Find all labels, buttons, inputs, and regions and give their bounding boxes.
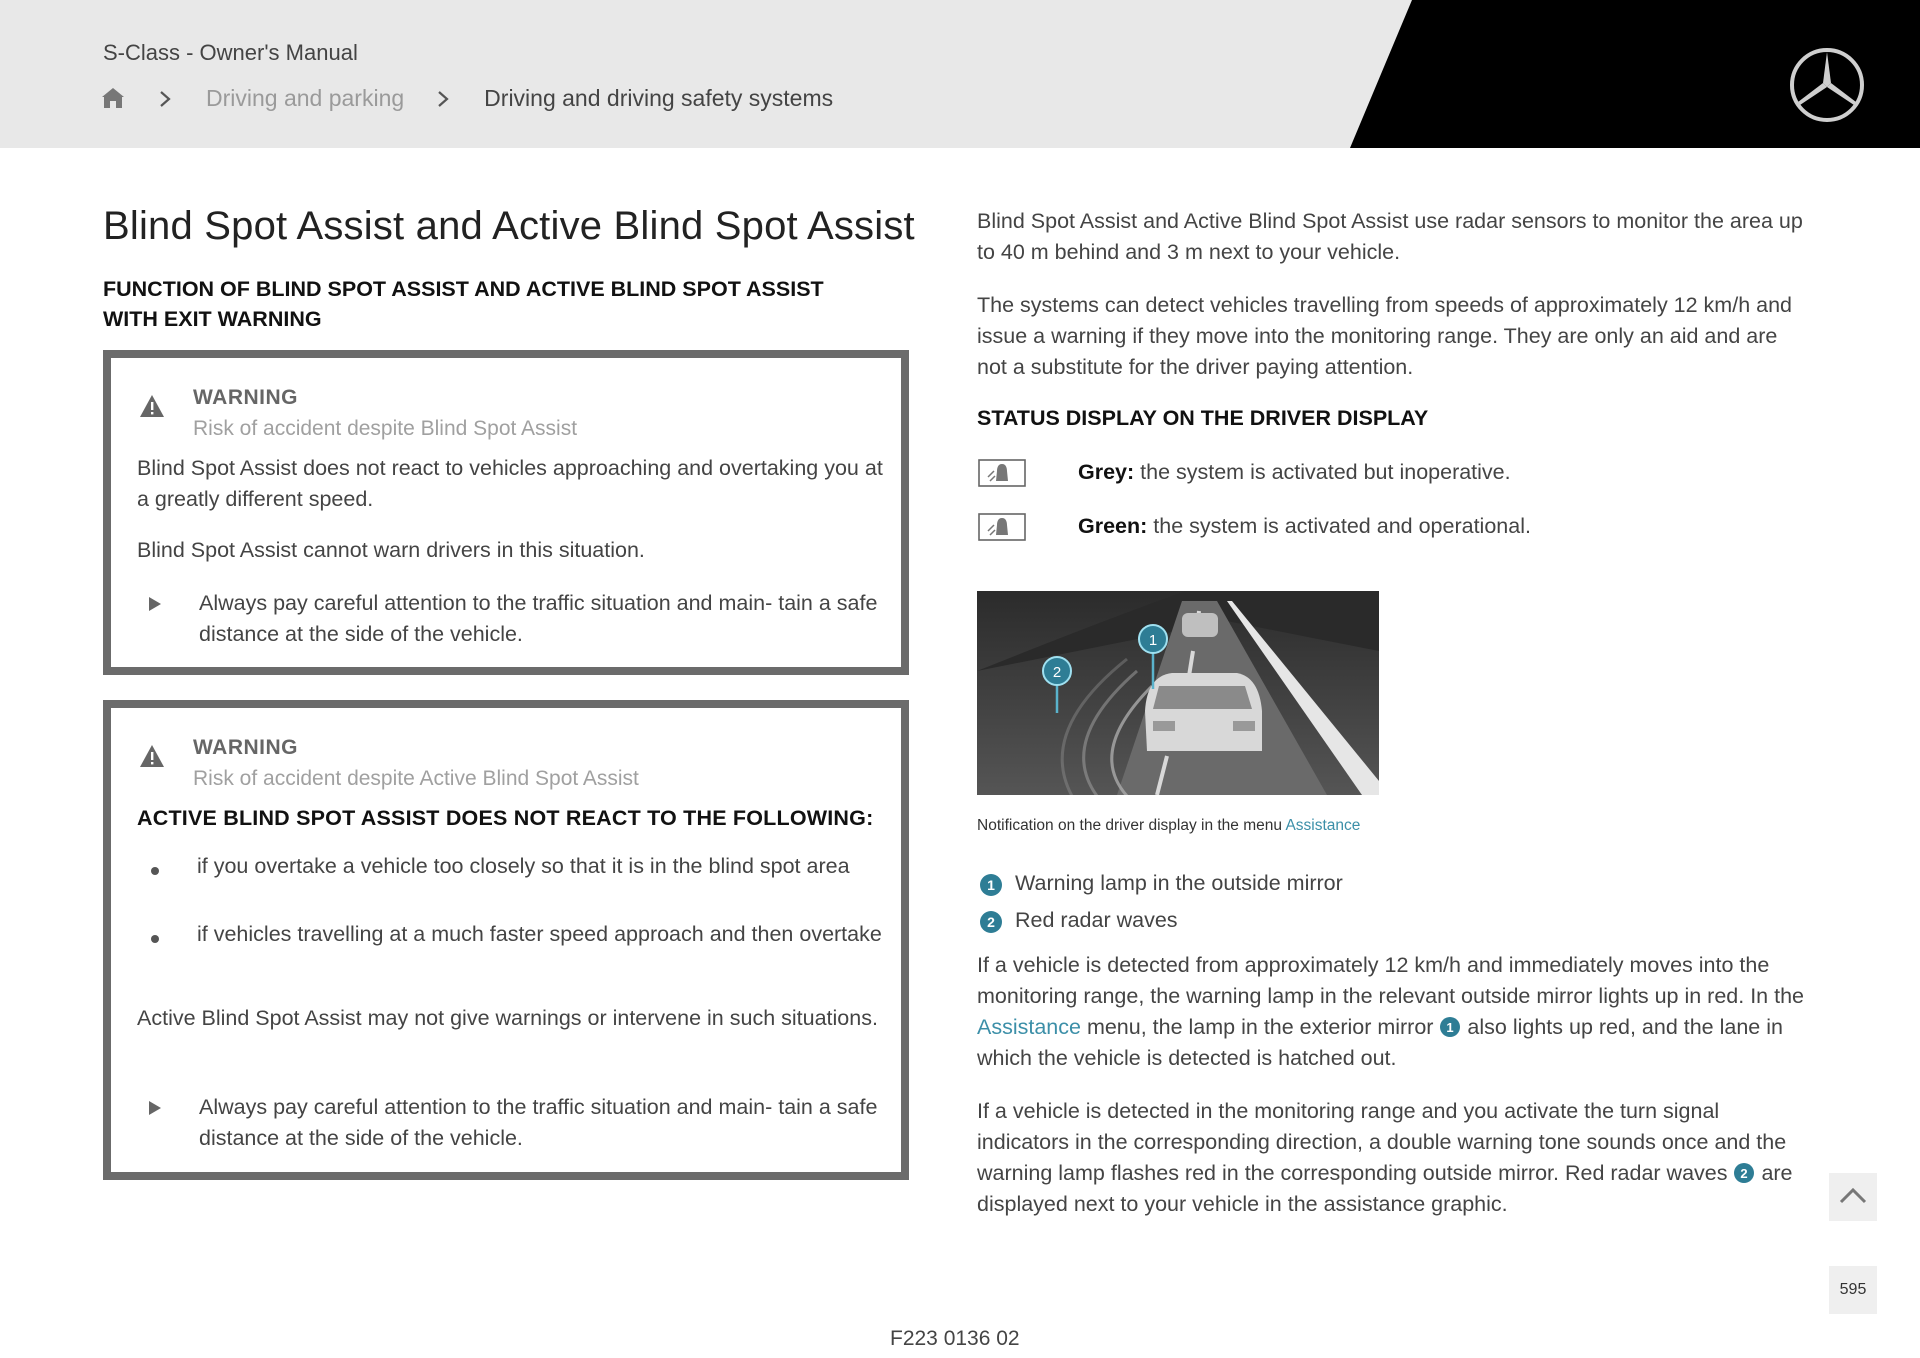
warning-subtitle: Risk of accident despite Active Blind Spot Assist [193,767,639,790]
manual-title: S-Class - Owner's Manual [103,40,358,65]
assistance-link[interactable]: Assistance [977,1015,1081,1039]
intro-paragraph: Blind Spot Assist and Active Blind Spot Assist use radar sensors to monitor the area up to 40 m behind and 3 m next to your vehicle. [977,209,1803,264]
breadcrumb-link-driving-and-parking[interactable]: Driving and parking [206,84,405,111]
detection-paragraph: The systems can detect vehicles travelling from speeds of approximately 12 km/h and issue a warning if they move into the monitoring range. They are only an aid and are not a substitute for the driver paying attention. [977,293,1792,379]
figure-caption: Notification on the driver display in the menu Assistance [977,817,1361,834]
warning-text: Active Blind Spot Assist may not give warnings or intervene in such situations. [137,1006,878,1030]
blind-spot-assist-grey-icon [978,459,1026,487]
chevron-right-icon [156,88,174,108]
driver-display-figure [977,591,1379,795]
three-pointed-star-logo[interactable] [1788,46,1866,124]
figure-badge-1: 1 [1148,632,1158,649]
list-item: if you overtake a vehicle too closely so that it is in the blind spot area [197,854,850,878]
page-title: Blind Spot Assist and Active Blind Spot Assist [103,204,915,248]
blind-spot-assist-green-icon [978,513,1026,541]
page-header [0,0,1920,148]
warning-label: WARNING [193,736,298,759]
home-icon[interactable] [100,86,126,110]
legend-item: Red radar waves [1015,908,1178,932]
breadcrumb [100,82,833,114]
list-item: if vehicles travelling at a much faster speed approach and then overtake [197,922,882,946]
svg-text:1: 1 [987,877,995,893]
warning-box-active-blind-spot-assist [103,700,909,1180]
chevron-right-icon [434,88,452,108]
assistance-link[interactable]: Assistance [1285,817,1361,834]
number-badge-2 [979,910,1003,934]
warning-label: WARNING [193,386,298,409]
scroll-to-top-button[interactable] [1829,1173,1877,1221]
number-badge-2 [1733,1162,1755,1184]
figure-code: F223 0136 02 [890,1327,1020,1350]
bullet-dot [151,867,159,875]
warning-box-blind-spot-assist [103,350,909,675]
arrow-right-icon [149,597,161,611]
number-badge-1 [979,873,1003,897]
status-display-heading: STATUS DISPLAY ON THE DRIVER DISPLAY [977,406,1429,430]
arrow-right-icon [149,1101,161,1115]
status-grey-text: Grey: the system is activated but inoperative. [1078,460,1511,484]
svg-text:1: 1 [1446,1020,1455,1035]
warning-text: Blind Spot Assist cannot warn drivers in this situation. [137,538,645,562]
warning-heading: ACTIVE BLIND SPOT ASSIST DOES NOT REACT TO THE FOLLOWING: [137,806,874,830]
warning-text: Blind Spot Assist does not react to vehicles approaching and overtaking you at a greatly different speed. [137,456,883,511]
page-number-button[interactable] [1829,1266,1877,1314]
section-title: FUNCTION OF BLIND SPOT ASSIST AND ACTIVE BLIND SPOT ASSIST WITH EXIT WARNING [103,277,824,331]
bullet-dot [151,935,159,943]
warning-triangle-icon [139,744,165,768]
chevron-up-icon [1839,1186,1867,1209]
legend-item: Warning lamp in the outside mirror [1015,871,1343,895]
instruction-step: Always pay careful attention to the traffic situation and main- tain a safe distance at the side of the vehicle. [199,1095,878,1150]
svg-text:2: 2 [987,914,995,930]
warning-lamp-paragraph: If a vehicle is detected from approximately 12 km/h and immediately moves into the monitoring range, the warning lamp in the relevant outside mirror lights up in red. In the Assistance menu, the lamp in the exterior mirror 1 also lights up red, and the lane in which the vehicle is detected is hatched out. [977,953,1804,1070]
figure-badge-2: 2 [1052,664,1062,681]
svg-text:2: 2 [1740,1166,1749,1181]
warning-subtitle: Risk of accident despite Blind Spot Assist [193,417,578,440]
number-badge-1 [1439,1016,1461,1038]
page-number: 595 [1839,1281,1867,1298]
breadcrumb-current: Driving and driving safety systems [484,84,834,111]
instruction-step: Always pay careful attention to the traffic situation and main- tain a safe distance at the side of the vehicle. [199,591,878,646]
turn-signal-paragraph: If a vehicle is detected in the monitoring range and you activate the turn signal indicators in the corresponding direction, a double warning tone sounds once and the warning lamp flashes red in the corresponding outside mirror. Red radar waves 2 are displayed next to your vehicle in the assistance graphic. [977,1099,1793,1216]
warning-triangle-icon [139,394,165,418]
status-green-text: Green: the system is activated and operational. [1078,514,1531,538]
